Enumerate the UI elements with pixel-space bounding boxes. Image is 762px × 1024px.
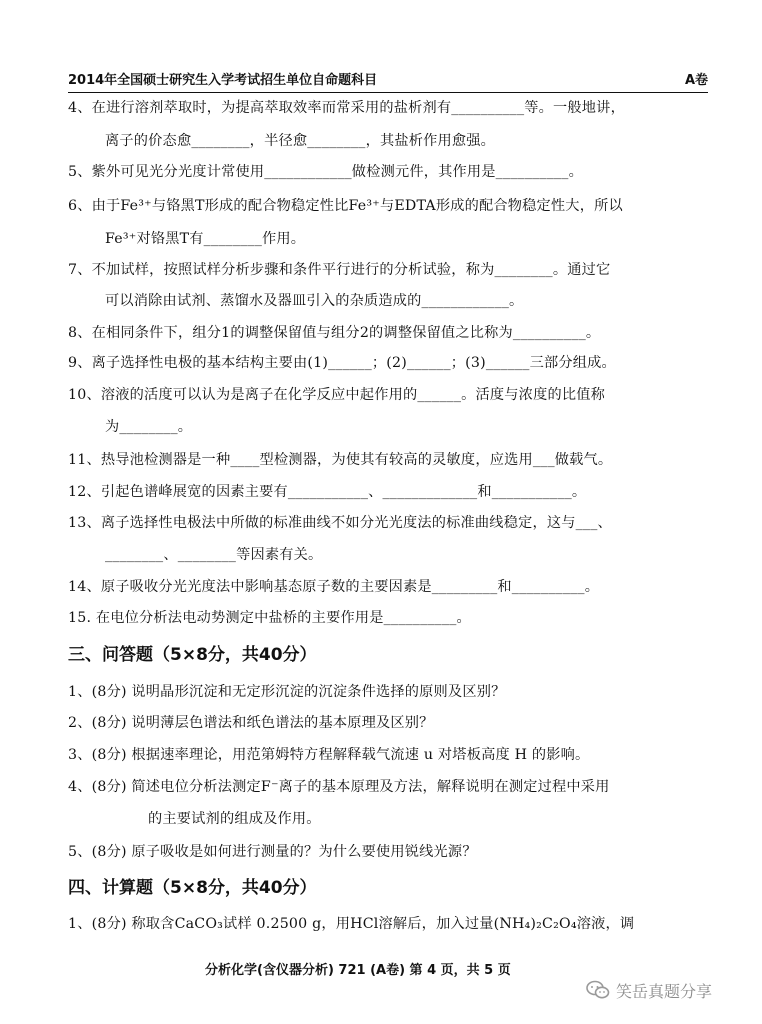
question-6: 6、由于Fe³⁺与铬黑T形成的配合物稳定性比Fe³⁺与EDTA形成的配合物稳定性大，所以 <box>68 198 623 214</box>
calc-question-1: 1、(8分) 称取含CaCO₃试样 0.2500 g，用HCl溶解后，加入过量(NH₄)₂C₂O₄溶液，调 <box>68 916 635 932</box>
page-header <box>68 72 708 93</box>
page-footer: 分析化学(含仪器分析) 721 (A卷) 第 4 页，共 5 页 <box>205 963 511 978</box>
question-7-cont: 可以消除由试剂、蒸馏水及器皿引入的杂质造成的____________。 <box>105 293 524 309</box>
question-9: 9、离子选择性电极的基本结构主要由(1)______；(2)______；(3)______三部分组成。 <box>68 355 616 371</box>
question-4-cont: 离子的价态愈________，半径愈________，其盐析作用愈强。 <box>105 133 496 149</box>
question-14: 14、原子吸收分光光度法中影响基态原子数的主要因素是_________和__________。 <box>68 579 600 595</box>
section-four-heading: 四、计算题（5×8分，共40分） <box>68 878 317 898</box>
question-4: 4、在进行溶剂萃取时，为提高萃取效率而常采用的盐析剂有__________等。一般地讲， <box>68 100 625 116</box>
question-13: 13、离子选择性电极法中所做的标准曲线不如分光光度法的标准曲线稳定，这与___、 <box>68 515 612 531</box>
question-13-cont: ________、________等因素有关。 <box>105 547 323 563</box>
question-5: 5、紫外可见光分光度计常使用____________做检测元件，其作用是__________。 <box>68 164 583 180</box>
question-15: 15. 在电位分析法电动势测定中盐桥的主要作用是__________。 <box>68 610 471 626</box>
question-12: 12、引起色谱峰展宽的因素主要有___________、_____________和___________。 <box>68 484 587 500</box>
question-11: 11、热导池检测器是一种____型检测器，为使其有较高的灵敏度，应选用___做载气。 <box>68 452 613 468</box>
essay-question-3: 3、(8分) 根据速率理论，用范第姆特方程解释载气流速 u 对塔板高度 H 的影响。 <box>68 747 590 763</box>
essay-question-4: 4、(8分) 简述电位分析法测定F⁻离子的基本原理及方法，解释说明在测定过程中采用 <box>68 779 610 795</box>
question-10: 10、溶液的活度可以认为是离子在化学反应中起作用的______。活度与浓度的比值称 <box>68 387 606 403</box>
chat-bubble-icon <box>586 980 610 1000</box>
question-10-cont: 为________。 <box>105 419 193 435</box>
section-three-heading: 三、问答题（5×8分，共40分） <box>68 645 317 665</box>
watermark-text: 笑岳真题分享 <box>616 981 713 1001</box>
question-6-cont: Fe³⁺对铬黑T有________作用。 <box>105 231 306 247</box>
question-8: 8、在相同条件下，组分1的调整保留值与组分2的调整保留值之比称为__________。 <box>68 325 601 341</box>
essay-question-2: 2、(8分) 说明薄层色谱法和纸色谱法的基本原理及区别？ <box>68 715 434 731</box>
essay-question-1: 1、(8分) 说明晶形沉淀和无定形沉淀的沉淀条件选择的原则及区别？ <box>68 684 506 700</box>
essay-question-5: 5、(8分) 原子吸收是如何进行测量的？为什么要使用锐线光源？ <box>68 844 477 860</box>
paper-version: A卷 <box>684 73 708 88</box>
question-7: 7、不加试样，按照试样分析步骤和条件平行进行的分析试验，称为________。通过它 <box>68 262 611 278</box>
header-title: 2014年全国硕士研究生入学考试招生单位自命题科目 <box>68 73 378 88</box>
essay-question-4-cont: 的主要试剂的组成及作用。 <box>148 811 321 827</box>
watermark <box>586 978 712 1002</box>
